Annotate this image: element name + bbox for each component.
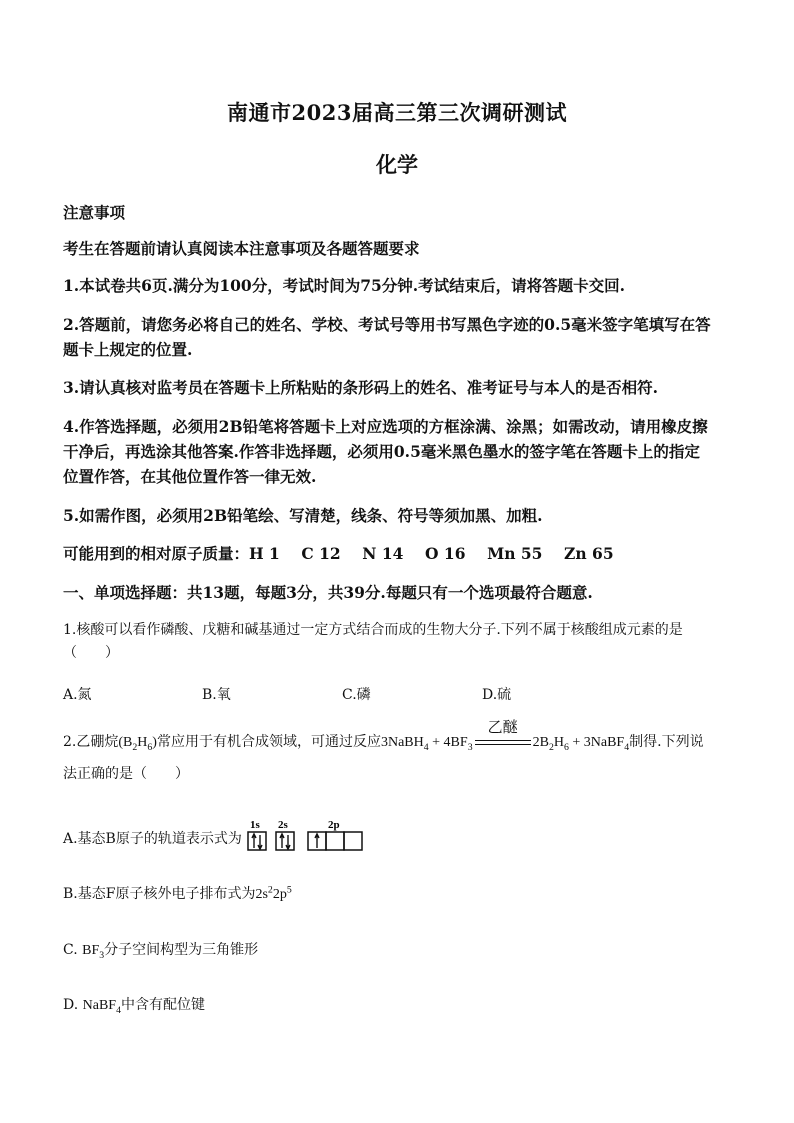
notice-heading: 注意事项 [63, 203, 126, 222]
electron-configuration: $2s^22p^5$ [255, 884, 292, 902]
orbital-label-1s: 1s [250, 819, 261, 831]
formula-b2h6: $(B_2H_6)$ [118, 735, 157, 753]
q1-option-c: C.磷 [342, 687, 371, 703]
q2-option-c-prefix: C. [63, 942, 83, 958]
reaction-condition: 乙醚 [487, 718, 518, 736]
orbital-label-2p: 2p [328, 819, 340, 831]
subject-title: 化学 [376, 152, 418, 177]
orbital-diagram [246, 818, 374, 852]
orbital-box-2p-2 [326, 832, 344, 850]
notice-item-3: 3.请认真核对监考员在答题卡上所粘贴的条形码上的姓名、准考证号与本人的是否相符. [63, 378, 659, 397]
q2-option-a-text: A.基态B原子的轨道表示式为 [63, 831, 242, 847]
notice-item-4-line-2: 干净后，再选涂其他答案.作答非选择题，必须用0.5毫米黑色墨水的签字笔在答题卡上的指定 [63, 442, 700, 461]
reaction-arrow [475, 718, 531, 749]
orbital-arrow-2p [315, 834, 319, 848]
notice-item-4-line-3: 位置作答，在其他位置作答一律无效. [63, 467, 317, 486]
q1-option-d: D.硫 [482, 687, 512, 703]
q2-stem-post: 制得.下列说 [629, 734, 704, 750]
q2-option-a [63, 819, 374, 856]
orbital-box-1s [248, 832, 266, 850]
orbital-label-2s: 2s [278, 819, 289, 831]
orbital-diagram-svg [246, 818, 374, 852]
q1-option-a: A.氮 [63, 687, 92, 703]
q2-option-c [63, 940, 258, 961]
q2-stem-line-2: 法正确的是（ ） [63, 766, 189, 782]
reaction-reactants: 3NaBH$_4$ + $4BF_3$ [380, 735, 473, 753]
section-heading: 一、单项选择题：共13题，每题3分，共39分.每题只有一个选项最符合题意. [63, 583, 593, 602]
notice-intro: 考生在答题前请认真阅读本注意事项及各题答题要求 [63, 239, 420, 258]
q2-option-c-text: 分子空间构型为三角锥形 [104, 942, 259, 958]
q2-option-d-text: 中含有配位键 [121, 997, 205, 1013]
formula-nabf4: NaBF$_4$ [82, 998, 121, 1016]
notice-item-5: 5.如需作图，必须用2B铅笔绘、写清楚，线条、符号等须加黑、加粗. [63, 506, 543, 525]
formula-bf3: $BF_3$ [82, 943, 105, 961]
atomic-masses: 可能用到的相对原子质量：H 1 C 12 N 14 O 16 Mn 55 Zn 65 [63, 544, 614, 563]
q2-option-b-text: B.基态F原子核外电子排布式为 [63, 886, 256, 902]
q2-option-d-prefix: D. [63, 997, 83, 1013]
notice-item-2-line-2: 题卡上规定的位置. [63, 340, 193, 359]
reaction-products: $2B_2H_6$ + 3NaBF$_4$ [532, 735, 630, 753]
q2-stem-mid: 常应用于有机合成领域，可通过反应 [156, 734, 381, 750]
orbital-arrows-2s [280, 834, 290, 849]
exam-title: 南通市2023届高三第三次调研测试 [227, 100, 567, 125]
q2-stem-line-1 [63, 718, 753, 753]
q1-option-b: B.氧 [202, 687, 231, 703]
orbital-box-2p-3 [344, 832, 362, 850]
orbital-arrows-1s [252, 834, 262, 849]
orbital-box-2s [276, 832, 294, 850]
notice-item-2-line-1: 2.答题前，请您务必将自己的姓名、学校、考试号等用书写黑色字迹的0.5毫米签字笔填写在答 [63, 315, 711, 334]
q2-option-d [63, 995, 205, 1016]
q2-stem-pre: 2.乙硼烷 [63, 734, 119, 750]
notice-item-1: 1.本试卷共6页.满分为100分，考试时间为75分钟.考试结束后，请将答题卡交回. [63, 276, 626, 295]
q2-option-b [63, 884, 292, 905]
q1-stem: 1.核酸可以看作磷酸、戊糖和碱基通过一定方式结合而成的生物大分子.下列不属于核酸组成元素的是 [63, 622, 683, 638]
notice-item-4-line-1: 4.作答选择题，必须用2B铅笔将答题卡上对应选项的方框涂满、涂黑；如需改动，请用橡皮擦 [63, 417, 708, 436]
q1-blank: （ ） [63, 645, 119, 661]
